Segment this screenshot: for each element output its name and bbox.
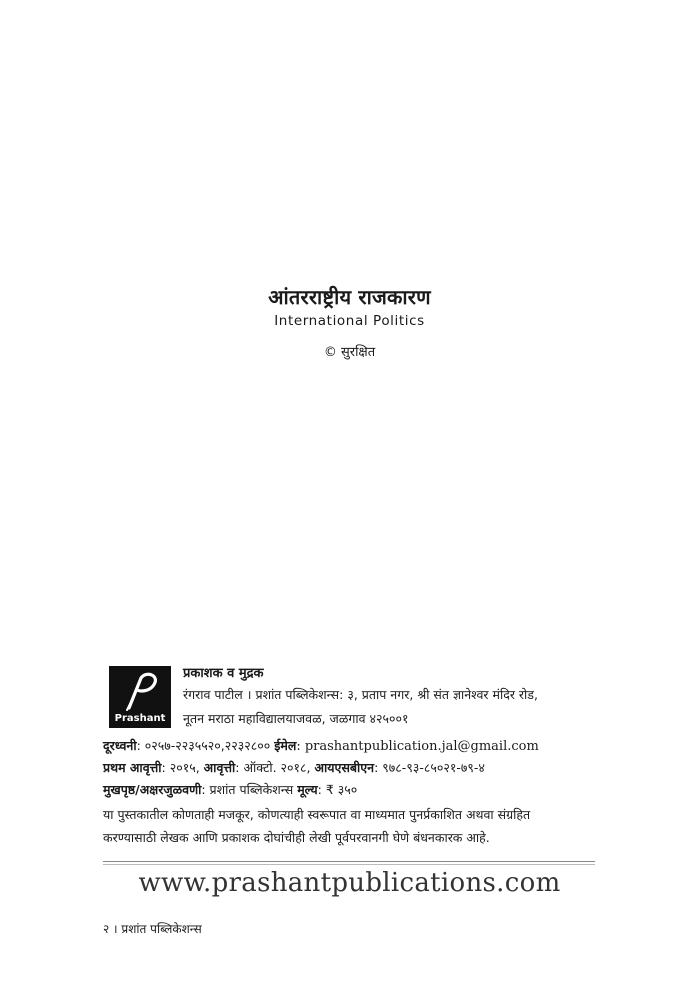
email-value: : prashantpublication.jal@gmail.com [296,739,539,754]
isbn-value: : ९७८-९३-८५०२१-७९-४ [374,760,485,775]
isbn-label: आयएसबीएन [314,760,375,775]
price-label: मूल्य [297,782,318,797]
cover-label: मुखपृष्ठ/अक्षरजुळवणी [103,782,202,797]
rights-notice-line2: करण्यासाठी लेखक आणि प्रकाशक दोघांचीही लेखी पूर्वपरवानगी घेणे बंधनकारक आहे. [103,830,490,845]
publisher-heading: प्रकाशक व मुद्रक [183,666,264,681]
logo-wordmark: Prashant [114,713,166,724]
rights-notice-line1: या पुस्तकातील कोणताही मजकूर, कोणत्याही स्वरूपात वा माध्यमात पुनर्प्रकाशित अथवा संग्रहित [103,807,531,822]
divider-secondary [103,864,595,865]
cover-value: : प्रशांत पब्लिकेशन्स [201,782,298,797]
quill-p-icon [117,672,163,712]
publisher-address-line1: रंगराव पाटील । प्रशांत पब्लिकेशन्स: ३, प्रताप नगर, श्री संत ज्ञानेश्वर मंदिर रोड, [183,687,538,702]
copyright-notice: © सुरक्षित [323,345,376,360]
publisher-address-line2: नूतन मराठा महाविद्यालयाजवळ, जळगाव ४२५००१ [183,711,409,726]
price-value: : ₹ ३५० [317,782,358,797]
website-url: www.prashantpublications.com [138,868,561,898]
edition-label: प्रथम आवृत्ती [103,760,162,775]
publisher-logo [109,666,171,728]
edition-value: : २०१५, [161,760,204,775]
reprint-value: : ऑक्टो. २०१८, [235,760,315,775]
phone-value: : ०२५७-२२३५५२०,२२३२८०० [136,738,275,753]
cover-price-row [103,781,357,798]
contact-row [103,737,539,754]
reprint-label: आवृत्ती [203,760,236,775]
book-title-marathi: आंतरराष्ट्रीय राजकारण [268,285,431,309]
phone-label: दूरध्वनी [103,738,137,753]
email-label: ईमेल [274,738,297,753]
book-title-english: International Politics [274,313,425,329]
divider [103,861,595,862]
edition-row [103,759,485,776]
page-footer: २ । प्रशांत पब्लिकेशन्स [103,922,202,936]
